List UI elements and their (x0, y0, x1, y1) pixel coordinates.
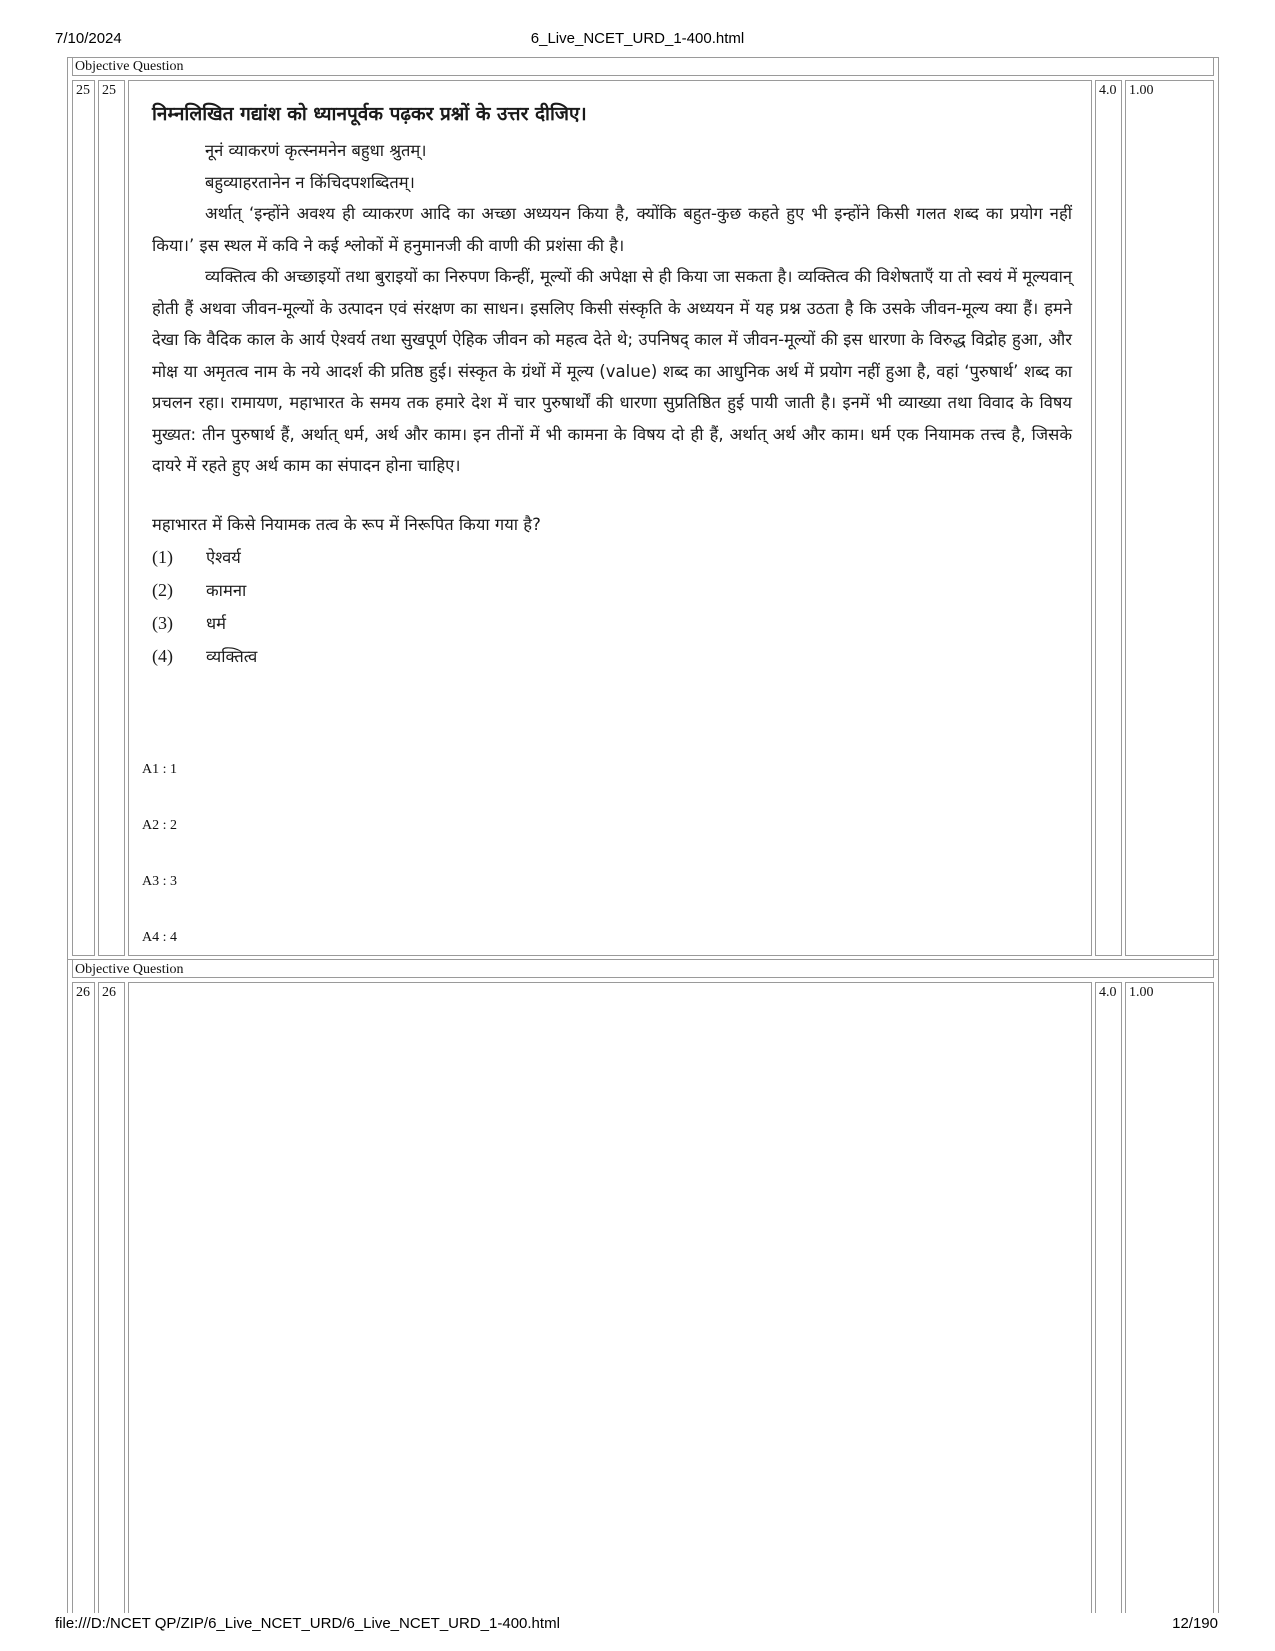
verse-line-2: बहुव्याहरतानेन न किंचिदपशब्दितम्। (205, 172, 415, 192)
option-number: (4) (152, 645, 173, 666)
answer-key-1: A1 : 1 (142, 762, 177, 777)
option-item (152, 607, 1072, 640)
option-text: धर्म (206, 613, 227, 633)
marks-cell: 4.0 (1095, 982, 1122, 1613)
table-border-left (67, 57, 68, 1613)
table-border-right (1218, 57, 1219, 1613)
answer-key-4: A4 : 4 (142, 930, 177, 945)
option-text: ऐश्वर्य (206, 547, 241, 567)
marks-cell: 4.0 (1095, 80, 1122, 956)
question-body (152, 100, 1072, 673)
option-item (152, 574, 1072, 607)
options-list (152, 541, 1072, 673)
answer-key-2: A2 : 2 (142, 818, 177, 833)
question-text: महाभारत में किसे नियामक तत्व के रूप में निरूपित किया गया है? (152, 514, 541, 534)
option-number: (2) (152, 579, 173, 600)
negative-marks-cell: 1.00 (1125, 80, 1214, 956)
section-label: Objective Question (72, 959, 1214, 978)
section-label: Objective Question (72, 57, 1214, 76)
option-text: कामना (206, 580, 247, 600)
instruction-heading: निम्नलिखित गद्यांश को ध्यानपूर्वक पढ़कर प्रश्नों के उत्तर दीजिए। (152, 103, 587, 125)
option-text: व्यक्तित्व (206, 646, 258, 666)
option-number: (3) (152, 612, 173, 633)
question-content-cell (128, 982, 1092, 1613)
option-item (152, 640, 1072, 673)
verse-line-1: नूनं व्याकरणं कृत्स्नमनेन बहुधा श्रुतम्। (205, 141, 427, 160)
option-item (152, 541, 1072, 574)
document-title: 6_Live_NCET_URD_1-400.html (530, 30, 745, 47)
serial-number-cell: 25 (72, 80, 95, 956)
print-date: 7/10/2024 (55, 30, 122, 47)
answer-key-3: A3 : 3 (142, 874, 177, 889)
negative-marks-cell: 1.00 (1125, 982, 1214, 1613)
file-path: file:///D:/NCET QP/ZIP/6_Live_NCET_URD/6_Live_NCET_URD_1-400.html (55, 1615, 560, 1632)
option-number: (1) (152, 546, 173, 567)
passage-paragraph-1: अर्थात् ‘इन्होंने अवश्य ही व्याकरण आदि का अच्छा अध्ययन किया है, क्योंकि बहुत-कुछ कहते हुए भी इन्होंने किसी गलत शब्द का प्रयोग नहीं किया।’ इस स्थल में कवि ने कई श्लोकों में हनुमानजी की वाणी की प्रशंसा की है। (152, 204, 1072, 255)
serial-number-cell: 26 (72, 982, 95, 1613)
question-id-cell: 25 (98, 80, 125, 956)
passage-paragraph-2: व्यक्तित्व की अच्छाइयों तथा बुराइयों का निरुपण किन्हीं, मूल्यों की अपेक्षा से ही किया जा सकता है। व्यक्तित्व की विशेषताएँ या तो स्वयं में मूल्यवान् होती हैं अथवा जीवन-मूल्यों के उत्पादन एवं संरक्षण का साधन। इसलिए किसी संस्कृति के अध्ययन में यह प्रश्न उठता है कि उसके जीवन-मूल्य क्या हैं। हमने देखा कि वैदिक काल के आर्य ऐश्वर्य तथा सुखपूर्ण ऐहिक जीवन को महत्व देते थे; उपनिषद् काल में जीवन-मूल्यों की इस धारणा के विरुद्ध विद्रोह हुआ, और मोक्ष या अमृतत्व नाम के नये आदर्श की प्रतिष्ठ हुई। संस्कृत के ग्रंथों में मूल्य (value) शब्द का आधुनिक अर्थ में प्रयोग नहीं हुआ है, वहां ‘पुरुषार्थ’ शब्द का प्रचलन रहा। रामायण, महाभारत के समय तक हमारे देश में चार पुरुषार्थों की धारणा सुप्रतिष्ठित हुई पायी जाती है। इनमें भी व्याख्या तथा विवाद के विषय मुख्यत: तीन पुरुषार्थ हैं, अर्थात् धर्म, अर्थ और काम। इन तीनों में भी कामना के विषय दो ही हैं, अर्थात् अर्थ और काम। धर्म एक नियामक तत्त्व है, जिसके दायरे में रहते हुए अर्थ काम का संपादन होना चाहिए। (152, 267, 1072, 475)
page-number: 12/190 (1172, 1615, 1218, 1632)
question-id-cell: 26 (98, 982, 125, 1613)
